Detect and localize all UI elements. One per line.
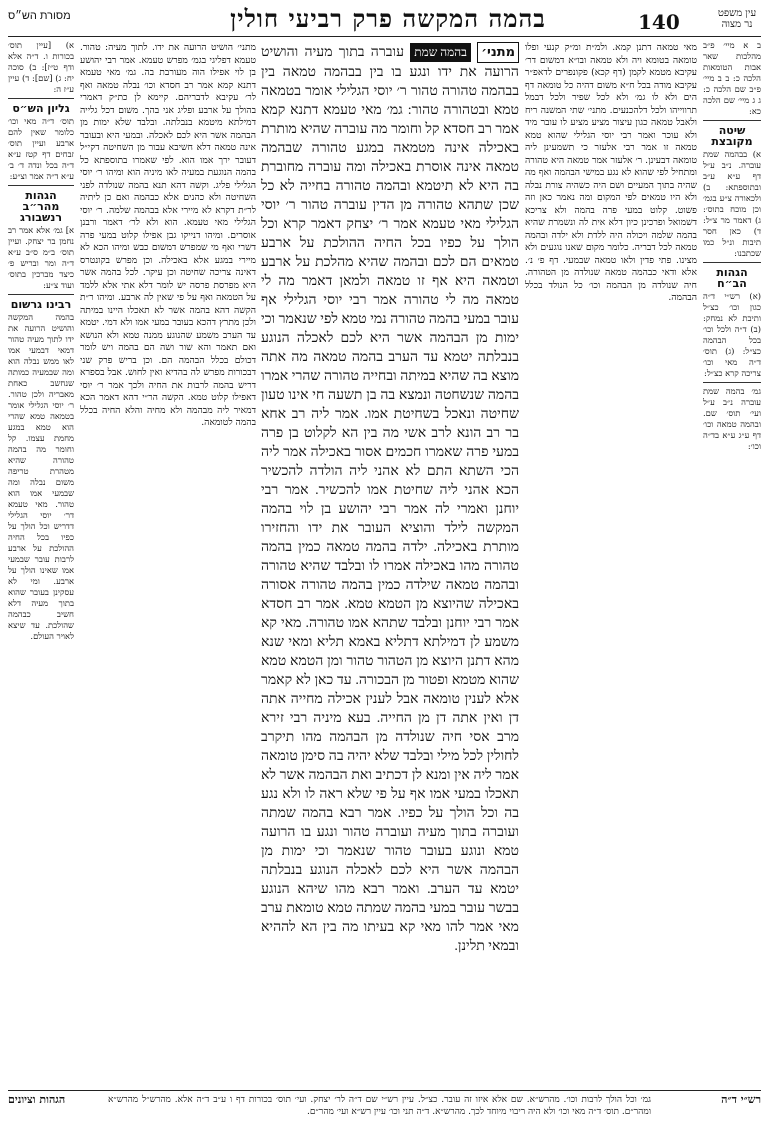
hagahot-text: (א) רש״י ד״ה כגון וכו׳ כצ״ל ותיבת לא נמחק: (ב) ד״ה ולכל וכו׳ בכל הבהמה כצ״ל: (ג) תוס׳ ד״ה מאי וכו׳ צריכה קרא כצ״ל: — [703, 291, 761, 378]
rashi-text: מאי טמאה דתנן קמא. ולמ״ת ומ״ק קנעי ופלו טומאה בטומא ויה ולא טמאה ובו״א דמשום דר׳ עקיבא מטמא לקמן (דף קכא) פקונפרים לדאפ״ר עקיבא מודה בכל ח״א משום דהיה כל טומאה דף הים ולא לו גמ׳ ולא לכל שפיר ולכל דבמל תרווייהו ולכל דלהכנעים. מתני׳ שתי המשנה ריח ולאבל טמאה כגון עיצור מציע מציע לו עובר מיד ולא עוכר ואמר רבי יוסי הגלילי שהוא טמא טמאה זו אמר רבי אלעזר כי תשמעינן ליה טומאה דבעינן. ר׳ אלעזר אמר טמאה היא טהורה ומתחיל לפי שהוא לא נגע במישי הבהמה ואף מה שהיה בתוך המעיים ושם היה כשהיה צורת נבלה ולא היו טמאים לפי המקום ומה נאמר כאן וזה פשוט. קלוט במעי פרה בהמה ולא צריכא דשמואל ופרכינן כיון דלא אית לה ונשמרת שהיא בהמה שלמה ויכולה היה ללדת ולא ילדה ובהמה טמאה לכל דבריה. כלומר מקום שאנו נוגעים ולא מצינו. פתי פדין ולאו טמאה שבמעי. דף פ׳ נ׳. אלא ודאי כבהמה טמאה שנולדה מן הטהורה. חיה שנולדה מן הבהמה וכו׳ כל הנולד בכלל הבהמה. — [525, 42, 697, 303]
right-margin — [703, 40, 761, 1088]
mishna-label: מתני׳ — [477, 42, 519, 63]
maharshal-title: הגהות מהר״ב רנשבורג — [20, 189, 62, 224]
divider — [8, 294, 74, 295]
divider — [703, 262, 761, 263]
footer-text: גמ׳ וכל הולך לרבות וכו׳. מהרש״א. שם אלא איזו זה עובר. כצ״ל. עיין רש״י שם ד״ה לר׳ יצחק. ועי׳ תוס׳ בכורות דף ו ע״ב ד״ה אלא. מהרש״ל מהרש״א ומהר״ם. תוס׳ ד״ה מאי וכו׳ ולא היה ריבוי מיוחד לכך. מהרש״א. ד״ה תני וכו׳ עיין רש״א ועי׳ מהר״ם. — [108, 1095, 651, 1117]
gilyon-title: גליון הש״ס — [12, 102, 70, 115]
page-header — [8, 6, 761, 36]
shita-text: א) בבהמה שמת עוברה. נ״ב ע״ל דף ע״א ע״ב ובתוספתא: ב) ולכאורה צ״ע בגמ׳ וכן מוכח בתוס׳: ג) דאמר מר צ״ל: ד) כאן חסר תיבות ונ״ל כמו שכתבנו: — [703, 149, 761, 258]
divider — [8, 185, 74, 186]
ein-mishpat-label: עין משפט נר מצוה — [717, 8, 757, 30]
gemara-column — [261, 42, 519, 1090]
gershom-text: בהמה המקשה והושיט הרועה את ידו לתוך מעיה טהור דמאי דבמעי אמו לאו ממש נבלה הוא ומה שבמעיה כמותה שנחשב כאחת מאבריה ולכן טהור. ר׳ יוסי הגלילי אומר בטמאה טמא שהרי הוא טמא במגע מחמת עצמו. קל וחומר מה בהמה טהורה שהיא מטהרת טריפה משום נבלה ומה שבמעי אמו הוא טהור. מאי טעמא דר׳ יוסי הגלילי דדריש וכל הולך על כפיו בכל החיה ההולכת על ארבע לרבות עובר שבמעי אמו שאינו הולך על ארבע. ומי לא עסקינן בעובר שהוא בתוך מעיה דלא חשיב כבהמה שהולכת. עד שיצא לאויר העולם. — [8, 312, 74, 641]
page-number: 140 — [638, 10, 680, 34]
tosafot-column — [80, 42, 256, 1090]
divider — [703, 120, 761, 121]
divider — [8, 98, 74, 99]
ein-mishpat-text: ב א מיי׳ פ״ב מהלכות שאר אבות הטומאות הלכה כ: ב ב מיי׳ פ״ב שם הלכה כ: ג ג מיי׳ שם הלכה כא: — [703, 40, 761, 116]
gemara-text: עוברה בתוך מעיה והושיט הרועה את ידו ונגע בו בין בבהמה טמאה בין בבהמה טהורה טהור ר׳ יוסי הגלילי אומר בטמאה טמא ובטהורה טהור: גמ׳ מאי טעמא דתנא קמא אמר רב חסדא קל וחומר מה עוברה שהיא מותרת באכילה אינה מטמאה במגע טהורה שבהמה טמאה אינה אוסרת באכילה ומה עוברה מחוברת בה היא לא תיטמא ובהמה טהורה בחייה לא כל שכן שתהא טהורה מן הדין עוברה טהור ר׳ יוסי הגלילי מאי טעמא אמר ר׳ יצחק דאמר קרא וכל הולך על כפיו בכל החיה ההולכת על ארבע טמאים הם לכם ובהמה שהיא מהלכת על ארבע וטמאה היא אף זו טמאה ולמאן דאמר מה לי טמאה מה לי טהורה אמר רבי יוסי הגלילי אף עובר במעי בהמה טהורה נמי טמא לפי שנאמר וכי ימות מן הבהמה אשר היא לכם לאכלה הנוגע בנבלתה יטמא עד הערב בהמה טמאה מה אתה מוצא בה שהיא במיתה ובחייה טהורה שהרי אמרו בהמה שנשחטה ונמצא בה בן תשעה חי אינו טעון שחיטה ונאכל בשחיטת אמו. אמר ליה רב אחא בר רב הונא לרב אשי מה בין הא לקלוט בן פרה במעי פרה שאמרו חכמים אסור באכילה אמר ליה הכי השתא התם לא אהני ליה הולדה להכשיר הכא אהני ליה שחיטת אמו להכשיר. אמר רבי יוחנן ואמרי לה אמר רבי יהושע בן לוי בהמה המקשה לילד והוציא העובר את ידו והחזירו מותרת באכילה. ילדה בהמה טמאה כמין בהמה טהורה מהו באכילה אמרו לו ובלבד שהיא טהורה ובהמה טמאה שילדה כמין בהמה טהורה אסורה באכילה שהיוצא מן הטמא טמא. אמר רב חסדא אמר רבי יוחנן ובלבד שתהא אמו טהורה. מאי קא משמע לן דמילתא דתליא באמא תליא ומאי שנא מהא דתנן היוצא מן הטהור טהור ומן הטמא טמא שהוא מטמא ופטור מן הבכורה. עד כאן לא קאמר אלא לענין טומאה אבל לענין אכילה מחייה אתה דן ואין אתה דן מן החייה. בעא מיניה רבי זירא מרב אסי חיה שנולדה מן הבהמה מהו תיקרב לחולין לכל מילי ובלבד שלא יהיה בה סימן טומאה אמר ליה אין ומנא לן דכתיב ואת הבהמה אשר לא תאכלו במעי אמו אף על פי שלא ראה לו ולא נגע בה וכל הולך על כפיו. אמר רבא בהמה שמתה ועוברה בתוך מעיה ועוברה טהור ונגע בו הרועה טמא ונוגע בעובר טהור שנאמר וכי ימות מן הבהמה אשר היא לכם לאכלה הנוגע בנבלתה יטמא עד הערב. ואמר רבא מהו שיהא הנוגע בבשר עובר במעי בהמה שמתה טמא טומאת ערב מאי אמר להו מאי קא בעיתו מה בין הא לההיא ובמאי תלינן. — [261, 45, 519, 954]
footer-right-title: רש״י ד״ה — [721, 1093, 761, 1106]
header-rule — [8, 36, 761, 37]
left-margin — [8, 40, 74, 1088]
rashi-column — [525, 42, 697, 1090]
gershom-title: רבינו גרשום — [10, 298, 72, 311]
page-title: בהמה המקשה פרק רביעי חולין — [230, 4, 546, 33]
shema-label: בהמה שמת — [410, 43, 471, 62]
divider — [703, 382, 761, 383]
tosafot-text: מתני׳ הושיט הרועה את ידו. לתוך מעיה: טהור. טעמא דפליגי בגמ׳ מפרש טעמא. אמר רבי יהושע בן לוי אפילו הוה מעורבת בה. גמ׳ מאי טעמא דתנא קמא אמר רב חסדא וכו׳ נבלה טמאה ואף לר׳ עקיבא לדבריהם. קיימא לן כת״ק דאמרי בהולך על ארבע ופליג אני בהך. משום דכל גלייה דמילתא מיטמא בנבלתה. ובלבד שלא ימות מן הבהמה אשר היא לכם לאכלה. ובמעי היא ובעובר אינה טמאה דלא חשיבא עבור מן השחיטה דקי״ל דעובר ירך אמו הוא. לפי שאמרו בתוספתא כל בהמה הנוגעת במעיה לאו מיניה הוא ומיהו ר׳ יוסי הגלילי פליג. וקשה דהא תנא בהמה שנולדה לפני השחיטה ולא כהנים אלא כבהמה ואם כן ליתיה לר״ת דקרא לא מיירי אלא בבהמה שלמה. ר׳ יוסי הגלילי מאי טעמא. הוא ולא לר׳ דאמר ורבנן אוסרים. ומיהו דנייקו גבן אפילו קלוט במעי פרה דשרי ואף מי שמפרש דמשום כבש ומיהו הכא לא מיירי במגע אלא באכילה. וכן מפרש בקונטרס דאינה צריכה שחיטה וכן עיקר. לכל בהמה אשר היא מפרסת פרסה יש לומר דלא אתי אלא ללמד על הטמאה ואף על פי שאין לה ארבע. ומיהו ר״ת הקשה דהא בהמה אשר לא תאכלו היינו במיתה ולכן מתרץ דהכא בעובר במעי אמו ולא דמי. יטמא עד הערב משמע שהנוגע ממנה טמא ולא הנושא ואם תאמר והא שור ושה הם בהמה ויש לומר דכולם בכלל הבהמה הם. וכן בריש פרק שני דבכורות מפרש לה בהדיא ואין לחוש. אבל בספרא דריש בהמה לרבות את החיה ולכך אמר ר׳ יוסי דאפילו קלוט טמא. הקשה הר״י דהא דאמר הכא דמאיר ליה מבהמה ולא מחיה והלא החיה בכלל בהמה לטומאה. — [80, 42, 256, 428]
shita-title: שיטה מקובצת — [711, 124, 753, 148]
footer-rule — [8, 1090, 761, 1091]
extra-text: גמ׳ בהמה שמת עוברה נ״ב ע״ל ועי׳ תוס׳ שם. ובהמה טמאה וכו׳ דף ע״ג ע״א בד״ה וכו׳: — [703, 386, 761, 451]
footer-left-title: הגהות וציונים — [8, 1093, 66, 1106]
masoret-label: מסורת הש״ס — [8, 10, 71, 22]
page-footer — [8, 1094, 761, 1136]
gilyon-text: תוס׳ ד״ה מאי וכו׳ כלומר שאין להם ארבע ועיין תוס׳ זבחים דף קטז ע״א ד״ה בכל ונדה ד׳ ב׳ ע״א ד״ה אמר וצ״ע: — [8, 116, 74, 181]
masoret-text: א) [עיין תוס׳ בכורות ו. ד״ה אלא ודף ט״ז]: ב) סוכה יח: ג) [שם]: ד) עיין ע״ז ה: — [8, 40, 74, 94]
hagahot-title: הגהות הב״ח — [716, 266, 748, 290]
maharshal-text: א] גמ׳ אלא אמר רב נחמן בר יצחק. ועיין תוס׳ ב״מ ס״ב ע״א ד״ה ומר ובריש פ׳ כיצד מברכין בתוס׳ ועוד צ״ע: — [8, 225, 74, 290]
